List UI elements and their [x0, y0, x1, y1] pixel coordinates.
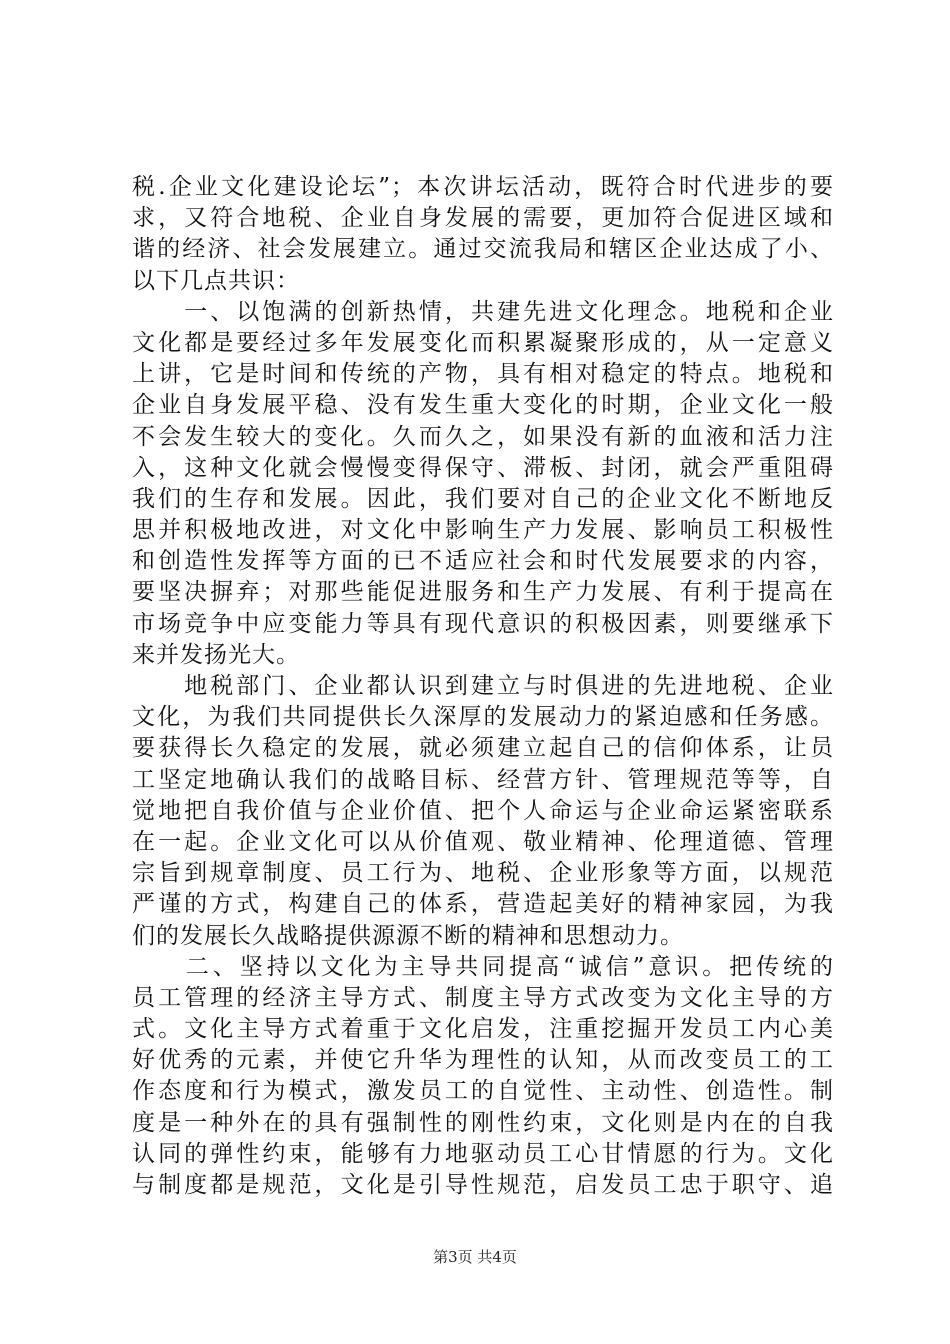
text-line: 文化都是要经过多年发展变化而积累凝聚形成的，从一定意义 — [132, 329, 834, 356]
text-line: 宗旨到规章制度、员工行为、地税、企业形象等方面，以规范 — [132, 860, 834, 887]
text-line: 认同的弹性约束，能够有力地驱动员工心甘情愿的行为。文化 — [132, 1140, 834, 1167]
page-footer: 第3页 共4页 — [433, 1248, 517, 1266]
text-line: 税.企业文化建设论坛”；本次讲坛活动，既符合时代进步的要 — [132, 174, 834, 200]
text-line: 企业自身发展平稳、没有发生重大变化的时期，企业文化一般 — [132, 392, 834, 419]
text-line: 上讲，它是时间和传统的产物，具有相对稳定的特点。地税和 — [132, 361, 834, 388]
text-line: 谐的经济、社会发展建立。通过交流我局和辖区企业达成了小、 — [132, 236, 834, 263]
text-line: 二、坚持以文化为主导共同提高“诚信”意识。把传统的 — [132, 953, 834, 980]
text-line: 不会发生较大的变化。久而久之，如果没有新的血液和活力注 — [132, 423, 834, 450]
text-line: 文化，为我们共同提供长久深厚的发展动力的紧迫感和任务感。 — [132, 704, 834, 731]
text-line: 我们的生存和发展。因此，我们要对自己的企业文化不断地反 — [132, 485, 834, 512]
text-line: 求，又符合地税、企业自身发展的需要，更加符合促进区域和 — [132, 205, 834, 232]
text-line: 度是一种外在的具有强制性的刚性约束，文化则是内在的自我 — [132, 1109, 834, 1136]
text-line: 和创造性发挥等方面的已不适应社会和时代发展要求的内容， — [132, 548, 834, 575]
text-line: 要坚决摒弃；对那些能促进服务和生产力发展、有利于提高在 — [132, 579, 834, 606]
text-line: 以下几点共识： — [132, 267, 300, 294]
text-line: 地税部门、企业都认识到建立与时俱进的先进地税、企业 — [132, 673, 834, 699]
text-line: 思并积极地改进，对文化中影响生产力发展、影响员工积极性 — [132, 517, 834, 544]
text-line: 在一起。企业文化可以从价值观、敬业精神、伦理道德、管理 — [132, 828, 834, 855]
document-body — [132, 172, 834, 1201]
text-line: 一、以饱满的创新热情，共建先进文化理念。地税和企业 — [132, 298, 834, 325]
text-line: 严谨的方式，构建自己的体系，营造起美好的精神家园，为我 — [132, 891, 834, 918]
text-line: 好优秀的元素，并使它升华为理性的认知，从而改变员工的工 — [132, 1047, 834, 1074]
text-line: 工坚定地确认我们的战略目标、经营方针、管理规范等等，自 — [132, 766, 834, 793]
text-line: 员工管理的经济主导方式、制度主导方式改变为文化主导的方 — [132, 984, 834, 1011]
text-line: 式。文化主导方式着重于文化启发，注重挖掘开发员工内心美 — [132, 1016, 834, 1043]
text-line: 们的发展长久战略提供源源不断的精神和思想动力。 — [132, 922, 684, 949]
text-line: 要获得长久稳定的发展，就必须建立起自己的信仰体系，让员 — [132, 735, 834, 762]
text-line: 与制度都是规范，文化是引导性规范，启发员工忠于职守、追 — [132, 1172, 834, 1198]
text-line: 觉地把自我价值与企业价值、把个人命运与企业命运紧密联系 — [132, 797, 834, 824]
text-line: 作态度和行为模式，激发员工的自觉性、主动性、创造性。制 — [132, 1078, 834, 1105]
text-line: 市场竞争中应变能力等具有现代意识的积极因素，则要继承下 — [132, 610, 834, 637]
text-line: 入，这种文化就会慢慢变得保守、滞板、封闭，就会严重阻碍 — [132, 454, 834, 481]
text-line: 来并发扬光大。 — [132, 641, 300, 668]
